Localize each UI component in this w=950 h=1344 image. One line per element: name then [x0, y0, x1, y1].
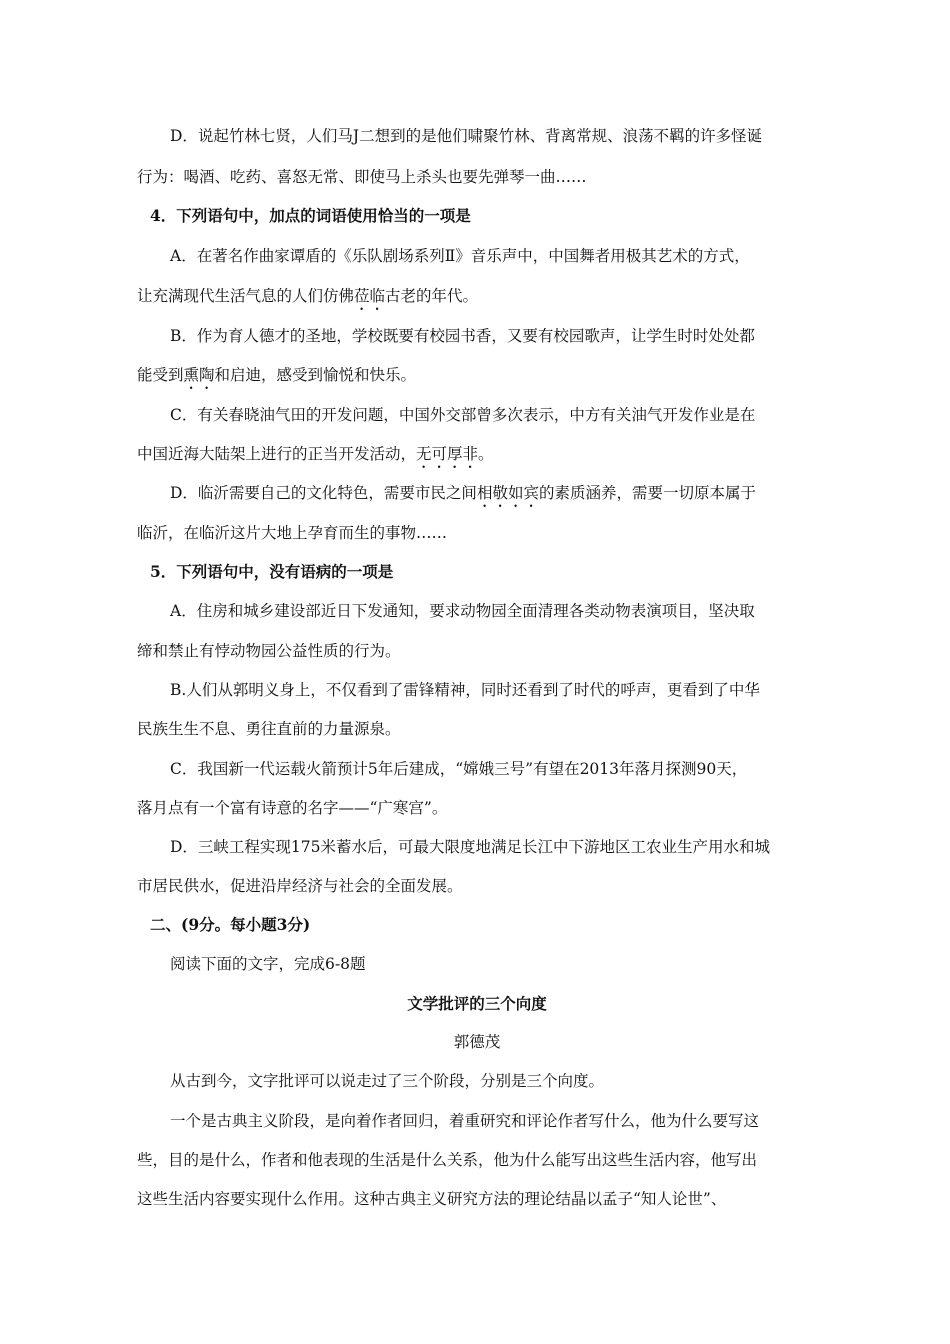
- q5-option-d-line1: D．三峡工程实现175米蓄水后，可最大限度地满足长江中下游地区工农业生产用水和城: [170, 838, 771, 856]
- q4-option-c-line2: 中国近海大陆架上进行的正当开发活动，无可厚非。: [137, 445, 494, 463]
- q5-option-d-line2: 市居民供水，促进沿岸经济与社会的全面发展。: [137, 877, 463, 895]
- dotted-word: 熏陶: [183, 366, 215, 384]
- passage-para-2-line1: 一个是古典主义阶段，是向着作者回归，着重研究和评论作者写什么，他为什么要写这: [170, 1112, 760, 1130]
- q5-option-c-line1: C．我国新一代运载火箭预计5年后建成，“嫦娥三号”有望在2013年落月探测90天，: [170, 760, 748, 778]
- q4-option-b-line2: 能受到熏陶和启迪，感受到愉悦和快乐。: [137, 366, 417, 384]
- q4-option-a-line1: A．在著名作曲家谭盾的《乐队剧场系列Ⅱ》音乐声中，中国舞者用极其艺术的方式，: [170, 247, 750, 265]
- passage-para-2-line3: 这些生活内容要实现什么作用。这种古典主义研究方法的理论结晶以孟子“知人论世”、: [137, 1190, 727, 1208]
- passage-para-2-line2: 些，目的是什么，作者和他表现的生活是什么关系，他为什么能写出这些生活内容，他写出: [137, 1151, 758, 1169]
- q5-option-a-line2: 缔和禁止有悖动物园公益性质的行为。: [137, 642, 401, 660]
- dotted-word: 无可厚非: [416, 445, 479, 463]
- q5-option-c-line2: 落月点有一个富有诗意的名字——“广寒宫”。: [137, 799, 448, 817]
- section-2-heading: 二、(9分。每小题3分): [150, 915, 311, 934]
- reading-instruction: 阅读下面的文字，完成6-8题: [170, 955, 366, 973]
- q4-option-d-line2: 临沂，在临沂这片大地上孕育而生的事物……: [137, 524, 448, 542]
- q5-option-b-line1: B.人们从郭明义身上，不仅看到了雷锋精神，同时还看到了时代的呼声，更看到了中华: [170, 681, 760, 699]
- q5-option-b-line2: 民族生生不息、勇往直前的力量源泉。: [137, 720, 401, 738]
- q4-option-b-line1: B．作为育人德才的圣地，学校既要有校园书香，又要有校园歌声，让学生时时处处都: [170, 327, 755, 345]
- question-5-stem: 5．下列语句中，没有语病的一项是: [150, 562, 394, 581]
- passage-author: 郭德茂: [453, 1033, 501, 1051]
- q4-option-c-line1: C．有关春晓油气田的开发问题，中国外交部曾多次表示，中方有关油气开发作业是在: [170, 406, 756, 424]
- passage-para-1: 从古到今，文字批评可以说走过了三个阶段，分别是三个向度。: [170, 1072, 605, 1090]
- option-d-q3-line1: D．说起竹林七贤，人们马J二想到的是他们啸聚竹林、背离常规、浪荡不羁的许多怪诞: [170, 127, 763, 145]
- option-d-q3-line2: 行为：喝酒、吃药、喜怒无常、即使马上杀头也要先弹琴一曲……: [137, 168, 587, 186]
- dotted-word: 莅临: [354, 287, 386, 305]
- dotted-word: 相敬如宾: [476, 484, 539, 502]
- question-4-stem: 4．下列语句中，加点的词语使用恰当的一项是: [150, 206, 471, 225]
- q4-option-a-line2: 让充满现代生活气息的人们仿佛莅临古老的年代。: [137, 287, 479, 305]
- passage-title: 文学批评的三个向度: [407, 994, 547, 1013]
- q5-option-a-line1: A．住房和城乡建设部近日下发通知，要求动物园全面清理各类动物表演项目，坚决取: [170, 602, 755, 620]
- q4-option-d-line1: D．临沂需要自己的文化特色，需要市民之间相敬如宾的素质涵养，需要一切原本属于: [170, 484, 756, 502]
